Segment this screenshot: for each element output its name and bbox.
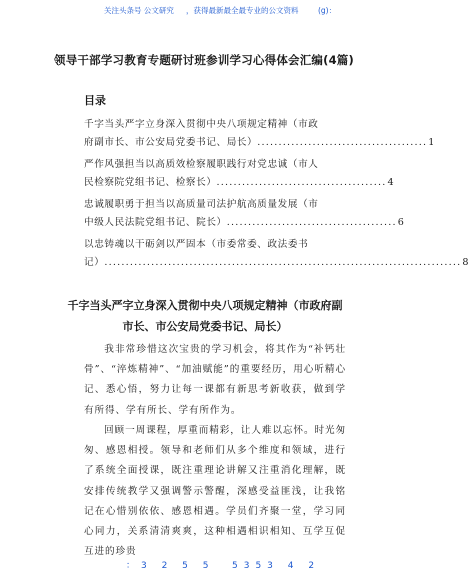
toc-page-number: 8 bbox=[462, 257, 469, 268]
footer-right-text: 5353 4 2 bbox=[232, 561, 321, 571]
toc-entry-line2 bbox=[84, 174, 395, 192]
header-right-text: (g)： bbox=[318, 6, 337, 15]
toc-entry-line1: 千字当头严字立身深入贯彻中央八项规定精神（市政 bbox=[84, 119, 319, 130]
toc-entry-line2-text: 中级人民法院党组书记、院长） bbox=[84, 217, 227, 228]
toc-leader-dots: .................................................................................... bbox=[104, 257, 462, 268]
toc-entry-line2 bbox=[84, 254, 469, 272]
toc-leader-dots: ........................................ bbox=[226, 217, 397, 228]
page-footer-banner bbox=[0, 558, 408, 574]
toc-leader-dots: ........................................ bbox=[257, 137, 428, 148]
header-middle-text: ，获得最新最全最专业的公文资料 bbox=[186, 6, 299, 15]
article-paragraph-2 bbox=[84, 421, 346, 562]
page-header-banner bbox=[0, 0, 408, 22]
toc-entry-3[interactable] bbox=[84, 196, 405, 232]
paragraph-text: 我非常珍惜这次宝贵的学习机会，将其作为“补钙壮骨”、“淬炼精神”、“加油赋能”的重要经历，用心听精心记、悉心悟，努力让每一课都有新思考新收获，做到学有所得、学有所长、学有所作为。 bbox=[84, 344, 346, 416]
toc-entry-line2 bbox=[84, 134, 435, 152]
toc-entry-2[interactable] bbox=[84, 156, 395, 192]
header-left-text: 关注头条号 公文研究 bbox=[104, 6, 174, 15]
toc-entry-line1: 以忠铸魂以干砺剑以严固本（市委常委、政法委书 bbox=[84, 239, 309, 250]
toc-page-number: 6 bbox=[397, 217, 405, 228]
toc-heading: 目录 bbox=[84, 94, 106, 107]
article-title-line1: 千字当头严字立身深入贯彻中央八项规定精神（市政府副 bbox=[67, 299, 343, 312]
toc-entry-line2-text: 记） bbox=[84, 257, 105, 268]
toc-entry-line2 bbox=[84, 214, 405, 232]
footer-left-text: ：3 2 5 5 bbox=[126, 561, 215, 571]
article-title bbox=[60, 295, 350, 337]
toc-entry-4[interactable] bbox=[84, 236, 469, 272]
article-paragraph-1 bbox=[84, 340, 346, 421]
toc-entry-1[interactable] bbox=[84, 116, 435, 152]
toc-page-number: 4 bbox=[387, 177, 395, 188]
toc-entry-line2-text: 民检察院党组书记、检察长） bbox=[84, 177, 217, 188]
document-title: 领导干部学习教育专题研讨班参训学习心得体会汇编(4篇) bbox=[54, 53, 354, 67]
paragraph-text: 回顾一周课程，厚重而精彩，让人难以忘怀。时光匆匆、感恩相授。领导和老师们从多个维度和领域，进行了系统全面授课，既注重理论讲解又注重消化理解，既安排传统教学又强调警示警醒，深感受益匪浅，让我铭记在心惜别依依、感恩相遇。学员们齐聚一堂，学习同心同力，关系清清爽爽，这种相遇相识相知、互学互促互进的珍贵 bbox=[84, 425, 346, 558]
toc-entry-line1: 严作风强担当以高质效检察履职践行对党忠诚（市人 bbox=[84, 159, 319, 170]
article-title-line2: 市长、市公安局党委书记、局长） bbox=[122, 320, 288, 333]
toc-entry-line1: 忠诚履职勇于担当以高质量司法护航高质量发展（市 bbox=[84, 199, 319, 210]
toc-page-number: 1 bbox=[428, 137, 435, 148]
toc-leader-dots: ........................................ bbox=[216, 177, 387, 188]
toc-entry-line2-text: 府副市长、市公安局党委书记、局长） bbox=[84, 137, 258, 148]
